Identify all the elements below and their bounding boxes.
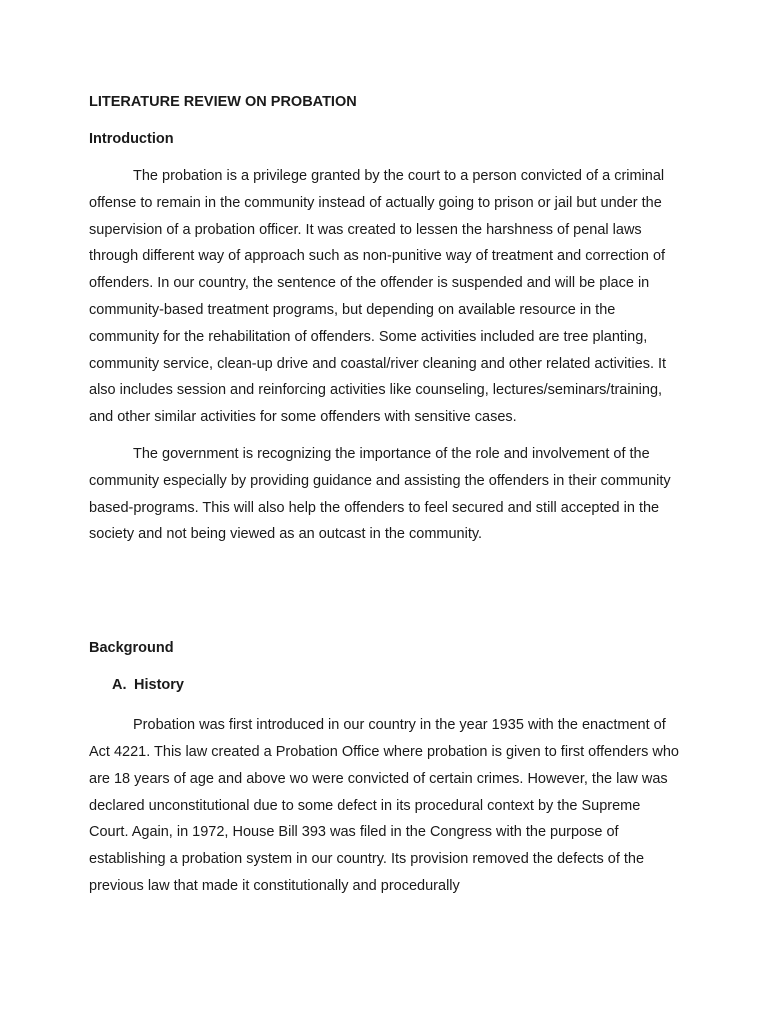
introduction-heading: Introduction — [89, 131, 174, 147]
history-subheading — [89, 675, 679, 695]
history-list-marker: A. — [112, 677, 127, 694]
document-body — [89, 92, 679, 900]
introduction-paragraph-1: The probation is a privilege granted by the court to a person convicted of a criminal offense to remain in the community instead of actually going to prison or jail but under the supervision of a probation officer. It was created to lessen the harshness of penal laws through different way of approach such as non-punitive way of treatment and correction of offenders. In our country, the sentence of the offender is suspended and will be place in community-based treatment programs, but depending on available resource in the community for the rehabilitation of offenders. Some activities included are tree planting, community service, clean-up drive and coastal/river cleaning and other related activities. It also includes session and reinforcing activities like counseling, lectures/seminars/training, and other similar activities for some offenders with sensitive cases. — [89, 168, 667, 426]
history-heading: History — [134, 677, 184, 694]
document-title: LITERATURE REVIEW ON PROBATION — [89, 94, 357, 110]
background-heading: Background — [89, 640, 174, 657]
introduction-paragraph-2: The government is recognizing the importance of the role and involvement of the community especially by providing guidance and assisting the offenders in their community based-programs. This will also help the offenders to feel secured and still accepted in the society and not being viewed as an outcast in the community. — [89, 445, 671, 543]
history-paragraph: Probation was first introduced in our country in the year 1935 with the enactment of Act 4221. This law created a Probation Office where probation is given to first offenders who are 18 years of age and above wo were convicted of certain crimes. However, the law was declared unconstitutional due to some defect in its procedural context by the Supreme Court. Again, in 1972, House Bill 393 was filed in the Congress with the purpose of establishing a probation system in our country. Its provision removed the defects of the previous law that made it constitutionally and procedurally — [89, 717, 679, 894]
